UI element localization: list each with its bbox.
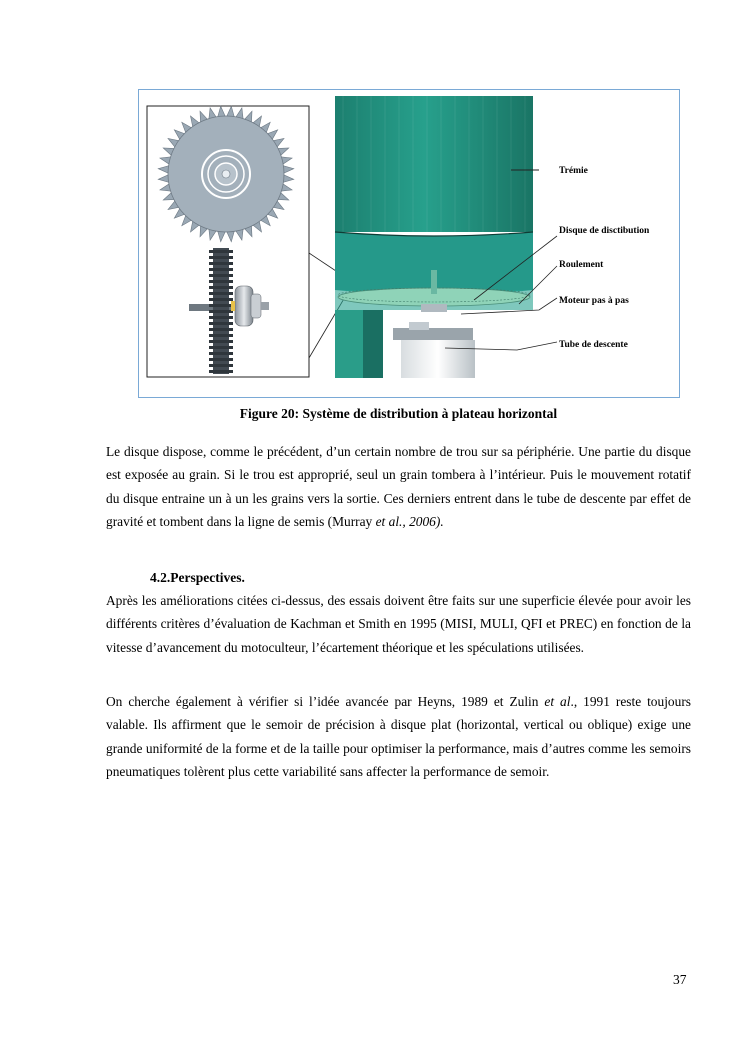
hopper-illustration: [335, 96, 533, 378]
citation-et-al-murray: et al., 2006).: [375, 513, 444, 529]
figure-caption: Figure 20: Système de distribution à plateau horizontal: [239, 406, 558, 421]
section-heading: 4.2.Perspectives.: [150, 570, 245, 585]
distribution-system-illustration: [139, 90, 681, 399]
page-number: 37: [673, 972, 687, 987]
paragraph-3: [106, 690, 691, 783]
paragraph-1: [106, 440, 691, 533]
label-moteur: Moteur pas à pas: [559, 296, 629, 306]
citation-et-al-zulin: et al: [544, 694, 571, 709]
figure-frame: [138, 89, 680, 398]
label-tube: Tube de descente: [559, 340, 628, 350]
label-roulement: Roulement: [559, 260, 604, 270]
label-tremie: Trémie: [559, 166, 588, 176]
paragraph-3-text-a: On cherche également à vérifier si l’idée avancée par Heyns, 1989 et Zulin: [106, 694, 545, 709]
label-disque: Disque de disctibution: [559, 226, 650, 236]
paragraph-3-text-b: ., 1991 reste toujours valable. Ils affirment que le semoir de précision à disque plat (horizontal, vertical ou oblique) exige une grande uniformité de la forme et de la taille pour optimiser la performance, mais d’autres comme les semoirs pneumatiques tolèrent plus cette variabilité sans affecter la performance de semoir.: [106, 694, 691, 779]
paragraph-2: Après les améliorations citées ci-dessus, des essais doivent être faits sur une superficie élevée pour avoir les différents critères d’évaluation de Kachman et Smith en 1995 (MISI, MULI, QFI et PREC) en fonction de la vitesse d’avancement du motoculteur, l’écartement théorique et les spéculations utilisées.: [106, 593, 691, 655]
paragraph-1-text: Le disque dispose, comme le précédent, d’un certain nombre de trou sur sa périphérie. Une partie du disque est exposée au grain. Si le trou est approprié, seul un grain tombera à l’intérieur. Puis le mouvement rotatif du disque entraine un à un les grains vers la sortie. Ces derniers entrent dans le tube de descente par effet de gravité et tombent dans la ligne de semis (Murray: [106, 444, 691, 529]
